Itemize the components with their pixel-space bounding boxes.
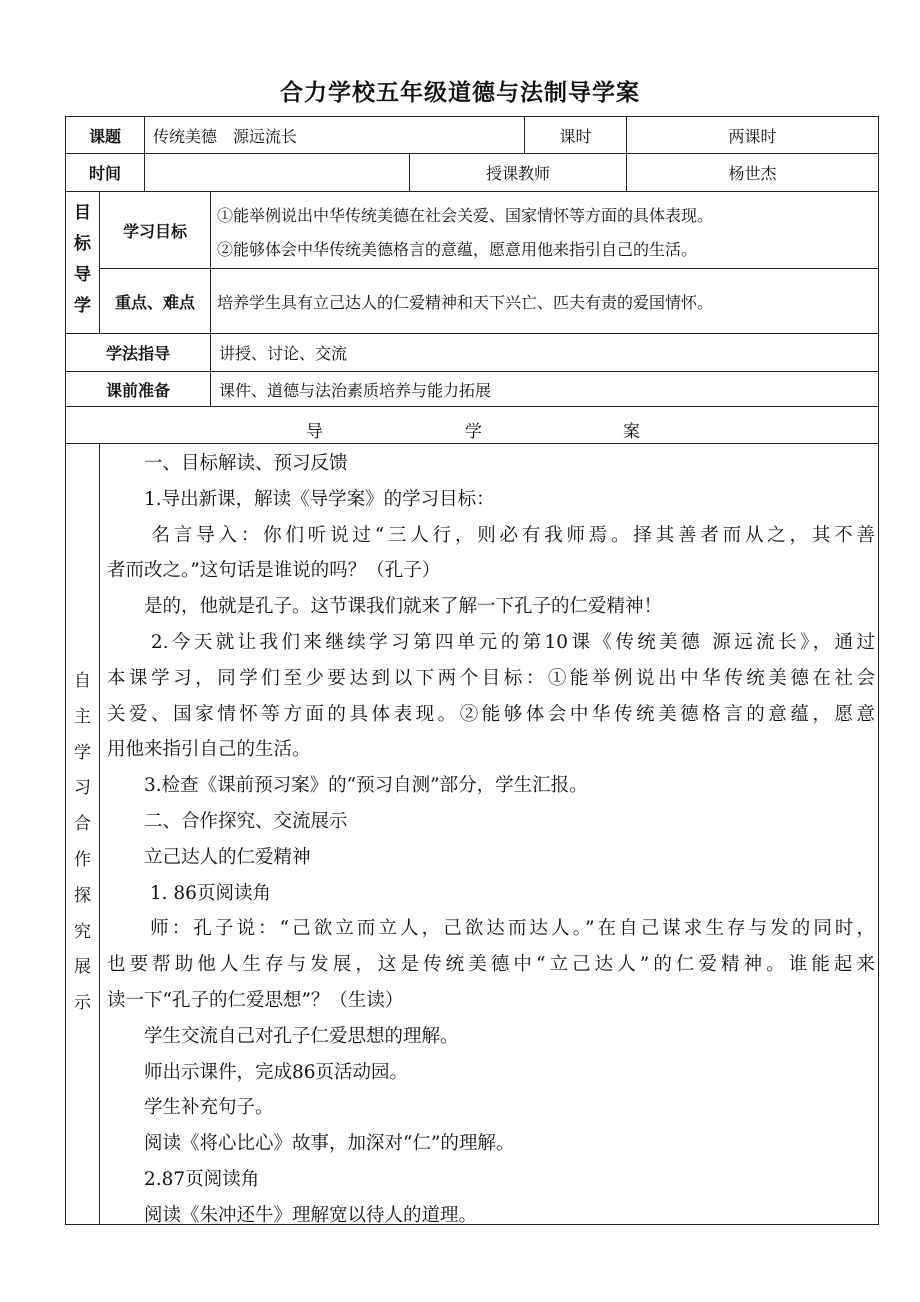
side-label-vertical: 自 主 学 习 合 作 探 究 展 示 [74, 671, 91, 1014]
body-line: 立己达人的仁爱精神 [107, 846, 311, 868]
topic-value: 传统美德 源远流长 [153, 126, 298, 146]
study-goal-label: 学习目标 [122, 221, 187, 241]
body-line: 2.87页阅读角 [107, 1168, 260, 1190]
guide-header-3: 案 [623, 422, 640, 442]
key-difficulty-label: 重点、难点 [114, 292, 195, 312]
body-line: 也要帮助他人生存与发展，这是传统美德中“立己达人”的仁爱精神。谁能起来 [107, 954, 875, 976]
method-label: 学法指导 [105, 344, 170, 363]
body-line: 用他来指引自己的生活。 [107, 739, 311, 761]
teacher-value: 杨世杰 [728, 164, 777, 183]
prep-value: 课件、道德与法治素质培养与能力拓展 [219, 380, 492, 400]
body-line: 阅读《将心比心》故事，加深对“仁”的理解。 [107, 1133, 515, 1155]
time-label: 时间 [88, 164, 121, 183]
body-line: 阅读《朱冲还牛》理解宽以待人的道理。 [107, 1204, 478, 1226]
body-line: 二、合作探究、交流展示 [107, 810, 348, 832]
body-line: 是的，他就是孔子。这节课我们就来了解一下孔子的仁爱精神！ [107, 596, 663, 618]
hours-label: 课时 [559, 126, 592, 146]
body-line: 学生交流自己对孔子仁爱思想的理解。 [107, 1025, 459, 1047]
body-line: 2.今天就让我们来继续学习第四单元的第10课《传统美德 源远流长》，通过 [107, 631, 875, 653]
prep-label: 课前准备 [105, 380, 170, 400]
method-value: 讲授、讨论、交流 [219, 344, 348, 363]
guide-header-2: 学 [465, 422, 482, 442]
body-line: 者而改之。”这句话是谁说的吗？（孔子） [107, 560, 441, 582]
study-goal-line-1: ①能举例说出中华传统美德在社会关爱、国家情怀等方面的具体表现。 [217, 205, 714, 225]
body-text [107, 446, 875, 1234]
guide-header-1: 导 [306, 422, 323, 442]
goals-section-label: 目 标 导 学 [74, 203, 91, 316]
body-line: 师：孔子说：“己欲立而立人，己欲达而达人。”在自己谋求生存与发的同时， [107, 918, 875, 940]
body-line: 学生补充句子。 [107, 1097, 274, 1119]
key-difficulty-value: 培养学生具有立己达人的仁爱精神和天下兴亡、匹夫有责的爱国情怀。 [217, 292, 714, 312]
body-line: 读一下“孔子的仁爱思想”？（生读） [107, 989, 404, 1011]
body-line: 3.检查《课前预习案》的“预习自测”部分，学生汇报。 [107, 775, 588, 797]
body-line: 本课学习，同学们至少要达到以下两个目标：①能举例说出中华传统美德在社会 [107, 667, 875, 689]
body-line: 1.导出新课，解读《导学案》的学习目标： [107, 488, 495, 510]
body-line: 名言导入：你们听说过“三人行，则必有我师焉。择其善者而从之，其不善 [107, 524, 875, 546]
body-line: 关爱、国家情怀等方面的具体表现。②能够体会中华传统美德格言的意蕴，愿意 [107, 703, 875, 725]
body-line: 1. 86页阅读角 [107, 882, 271, 904]
teacher-label: 授课教师 [485, 164, 550, 183]
study-goal-line-2: ②能够体会中华传统美德格言的意蕴，愿意用他来指引自己的生活。 [217, 239, 698, 259]
page-title: 合力学校五年级道德与法制导学案 [280, 80, 640, 106]
body-line: 师出示课件，完成86页活动园。 [107, 1061, 409, 1083]
body-line: 一、目标解读、预习反馈 [107, 453, 348, 474]
hours-value: 两课时 [728, 126, 777, 146]
topic-label: 课题 [88, 126, 121, 146]
